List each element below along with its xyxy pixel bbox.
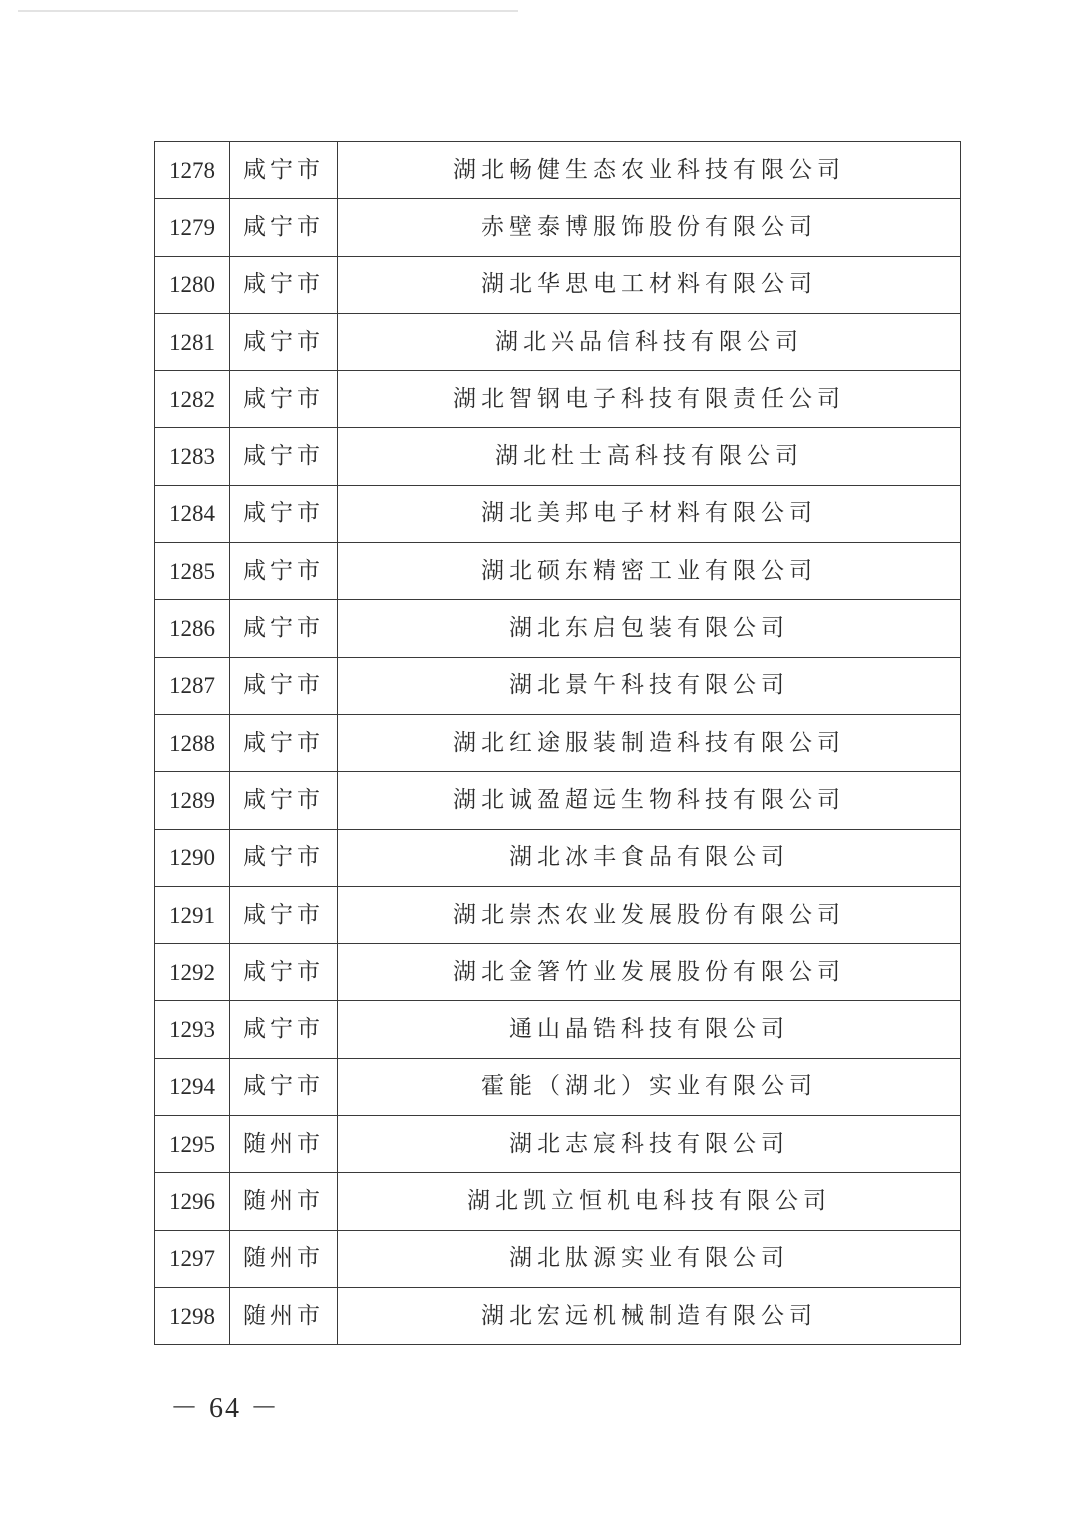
row-number: 1290 <box>155 829 230 886</box>
row-company-name: 通山晶锆科技有限公司 <box>338 1001 961 1058</box>
row-number: 1293 <box>155 1001 230 1058</box>
row-city: 随州市 <box>230 1230 338 1287</box>
row-city: 咸宁市 <box>230 600 338 657</box>
table-row <box>155 485 961 542</box>
table-row <box>155 1116 961 1173</box>
row-number: 1282 <box>155 371 230 428</box>
row-company-name: 湖北硕东精密工业有限公司 <box>338 543 961 600</box>
table-row <box>155 313 961 370</box>
row-number: 1295 <box>155 1116 230 1173</box>
table-row <box>155 1230 961 1287</box>
row-number: 1281 <box>155 313 230 370</box>
row-city: 随州市 <box>230 1287 338 1344</box>
row-city: 咸宁市 <box>230 886 338 943</box>
scan-edge-mark <box>18 10 518 12</box>
table-row <box>155 199 961 256</box>
row-city: 咸宁市 <box>230 944 338 1001</box>
row-city: 咸宁市 <box>230 485 338 542</box>
row-company-name: 湖北凯立恒机电科技有限公司 <box>338 1173 961 1230</box>
row-city: 咸宁市 <box>230 1058 338 1115</box>
row-city: 咸宁市 <box>230 657 338 714</box>
row-city: 咸宁市 <box>230 428 338 485</box>
row-number: 1297 <box>155 1230 230 1287</box>
row-city: 咸宁市 <box>230 256 338 313</box>
row-company-name: 湖北兴品信科技有限公司 <box>338 313 961 370</box>
row-company-name: 湖北美邦电子材料有限公司 <box>338 485 961 542</box>
table-row <box>155 714 961 771</box>
row-number: 1278 <box>155 142 230 199</box>
row-company-name: 湖北景午科技有限公司 <box>338 657 961 714</box>
table-row <box>155 886 961 943</box>
row-company-name: 湖北华思电工材料有限公司 <box>338 256 961 313</box>
row-company-name: 霍能（湖北）实业有限公司 <box>338 1058 961 1115</box>
row-company-name: 湖北崇杰农业发展股份有限公司 <box>338 886 961 943</box>
row-number: 1294 <box>155 1058 230 1115</box>
row-city: 咸宁市 <box>230 142 338 199</box>
table-row <box>155 600 961 657</box>
row-number: 1289 <box>155 772 230 829</box>
row-city: 咸宁市 <box>230 1001 338 1058</box>
row-number: 1286 <box>155 600 230 657</box>
row-city: 咸宁市 <box>230 772 338 829</box>
table-row <box>155 1001 961 1058</box>
row-number: 1298 <box>155 1287 230 1344</box>
table-row <box>155 1287 961 1344</box>
row-city: 随州市 <box>230 1116 338 1173</box>
row-company-name: 湖北畅健生态农业科技有限公司 <box>338 142 961 199</box>
row-company-name: 湖北诚盈超远生物科技有限公司 <box>338 772 961 829</box>
row-company-name: 湖北金箸竹业发展股份有限公司 <box>338 944 961 1001</box>
row-number: 1287 <box>155 657 230 714</box>
row-number: 1285 <box>155 543 230 600</box>
row-number: 1291 <box>155 886 230 943</box>
row-city: 咸宁市 <box>230 829 338 886</box>
row-number: 1288 <box>155 714 230 771</box>
table-row <box>155 1058 961 1115</box>
row-number: 1279 <box>155 199 230 256</box>
row-city: 随州市 <box>230 1173 338 1230</box>
table-row <box>155 829 961 886</box>
table-row <box>155 657 961 714</box>
row-number: 1292 <box>155 944 230 1001</box>
row-company-name: 湖北宏远机械制造有限公司 <box>338 1287 961 1344</box>
row-company-name: 湖北志宸科技有限公司 <box>338 1116 961 1173</box>
row-number: 1280 <box>155 256 230 313</box>
table-row <box>155 428 961 485</box>
row-number: 1296 <box>155 1173 230 1230</box>
row-city: 咸宁市 <box>230 199 338 256</box>
row-company-name: 湖北红途服装制造科技有限公司 <box>338 714 961 771</box>
table-row <box>155 1173 961 1230</box>
row-city: 咸宁市 <box>230 313 338 370</box>
page-number: － 64 － <box>170 1393 281 1424</box>
table-row <box>155 944 961 1001</box>
row-city: 咸宁市 <box>230 371 338 428</box>
row-company-name: 湖北肽源实业有限公司 <box>338 1230 961 1287</box>
row-company-name: 湖北东启包装有限公司 <box>338 600 961 657</box>
table-row <box>155 772 961 829</box>
row-number: 1284 <box>155 485 230 542</box>
table-row <box>155 371 961 428</box>
row-company-name: 湖北冰丰食品有限公司 <box>338 829 961 886</box>
row-number: 1283 <box>155 428 230 485</box>
table-row <box>155 142 961 199</box>
row-company-name: 湖北杜士高科技有限公司 <box>338 428 961 485</box>
table-row <box>155 256 961 313</box>
row-company-name: 赤壁泰博服饰股份有限公司 <box>338 199 961 256</box>
row-city: 咸宁市 <box>230 714 338 771</box>
table-row <box>155 543 961 600</box>
row-city: 咸宁市 <box>230 543 338 600</box>
row-company-name: 湖北智钢电子科技有限责任公司 <box>338 371 961 428</box>
company-list-table <box>154 141 961 1345</box>
